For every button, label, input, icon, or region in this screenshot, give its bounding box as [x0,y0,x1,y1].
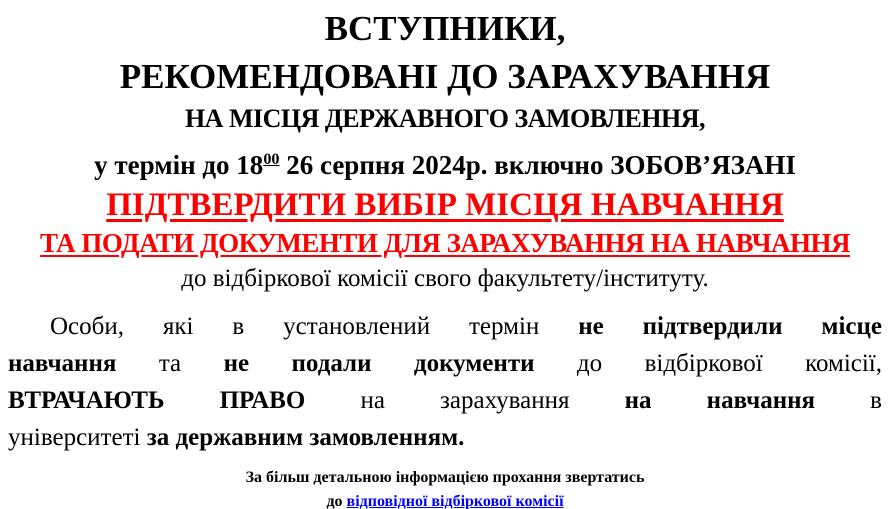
warning-line1-normal: Особи, які в установлений термін [50,313,579,340]
warning-line2-bold1: навчання [8,350,117,377]
footer-link-prefix: до [326,493,347,509]
warning-line3-bold1: ВТРАЧАЮТЬ ПРАВО [8,387,306,414]
committee-line: до відбіркової комісії свого факультету/інституту. [181,265,709,292]
deadline-line [8,139,882,185]
warning-line2 [8,345,882,382]
warning-line1 [8,308,882,345]
notice-title-line2: РЕКОМЕНДОВАНІ ДО ЗАРАХУВАННЯ [119,57,771,96]
deadline-superscript-digits: 00 [263,150,280,168]
footer [8,466,882,509]
footer-link-line [8,490,882,509]
committee-link[interactable]: відповідної відбіркової комісії [346,493,564,509]
action-confirm-line: ПІДТВЕРДИТИ ВИБІР МІСЦЯ НАВЧАННЯ [106,187,784,223]
warning-line3-normal1: на зарахування [305,387,625,414]
footer-info-line: За більш детальною інформацією прохання звертатись [245,469,645,486]
warning-line2-normal1: та [116,350,224,377]
warning-line3-bold2: на навчання [624,387,816,414]
warning-paragraph [8,308,882,456]
warning-line4-bold: за державним замовленням. [146,424,465,451]
action-submit-line: ТА ПОДАТИ ДОКУМЕНТИ ДЛЯ ЗАРАХУВАННЯ НА НАВЧАННЯ [39,228,851,258]
notice-subtitle: НА МІСЦЯ ДЕРЖАВНОГО ЗАМОВЛЕННЯ, [184,104,706,133]
deadline-prefix: у термін до 18 [94,150,264,180]
warning-line2-normal2: до відбіркової комісії, [534,350,883,377]
deadline-suffix: 26 серпня 2024р. включно ЗОБОВ’ЯЗАНІ [279,150,796,180]
warning-line4 [8,419,882,456]
deadline-superscript [263,150,279,168]
warning-line2-bold2: не подали документи [223,350,535,377]
warning-line3 [8,382,882,419]
warning-line3-normal2: в [815,387,882,414]
warning-line4-normal: університеті [8,424,147,451]
notice-title-line1: ВСТУПНИКИ, [324,9,566,48]
warning-line1-bold: не підтвердили місце [578,313,882,340]
